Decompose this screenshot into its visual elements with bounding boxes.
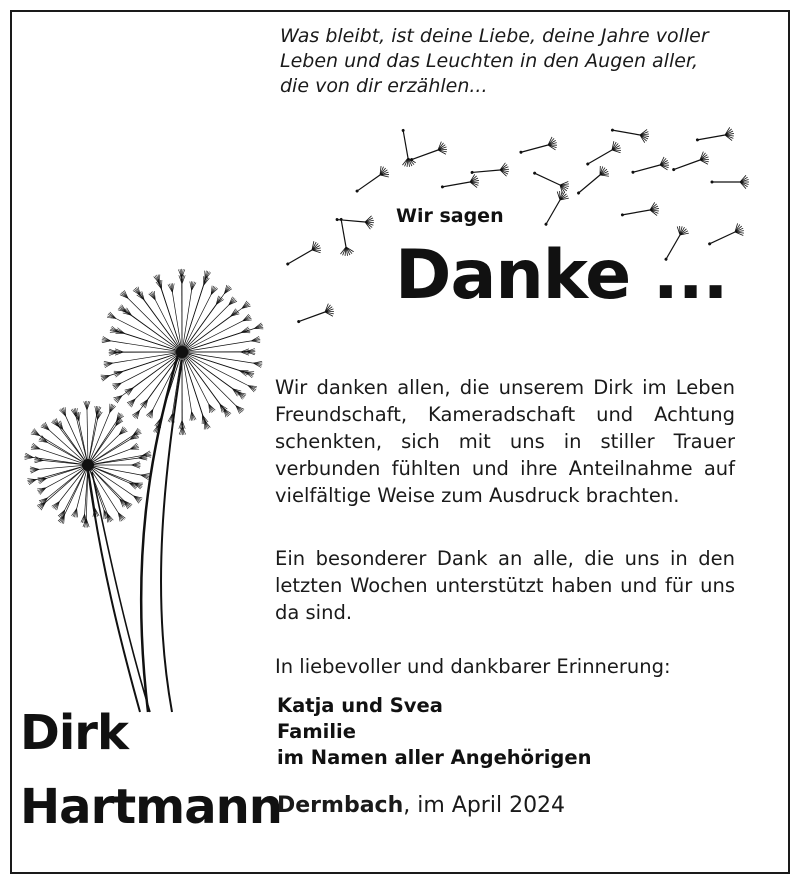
memorial-quote: Was bleibt, ist deine Liebe, deine Jahre voller Leben und das Leuchten in den Augen aller, die von dir erzählen... [280,25,709,97]
flying-seed [711,175,750,188]
flying-seed [530,166,571,194]
flying-seed [539,189,570,229]
flying-seed [583,140,623,171]
deceased-last-name: Hartmann [20,779,282,835]
signer-line: Familie [277,720,356,743]
flying-seed [610,123,650,143]
flying-seed [334,217,354,257]
heading-small: Wir sagen [396,205,504,227]
dandelion-stem [161,360,182,712]
signer-line: im Namen aller Angehörigen [277,746,592,769]
place-date-line [277,793,565,818]
place-date: , im April 2024 [403,793,566,818]
flying-seed [283,240,323,271]
flying-seed [573,164,611,199]
flying-seed [440,174,480,194]
flying-seed [630,156,671,179]
dandelion-head-large [101,269,264,435]
dandelion-head-small [24,401,151,528]
flying-seed [695,127,735,147]
flying-seed [518,136,559,159]
flying-seed [408,141,449,167]
flying-seed [620,202,660,222]
thanks-paragraph-1: Wir danken allen, die unserem Dirk im Leben Freundschaft, Kameradschaft und Achtung schenkten, sich mit uns in stiller Trauer verbunden fühlten und ihre Anteilnahme auf vielfältige Weise zum Ausdruck brachten. [275,376,735,507]
flying-seed [352,164,391,197]
closing-line: In liebevoller und dankbarer Erinnerung: [275,655,671,678]
signers-block [277,693,591,771]
deceased-first-name: Dirk [20,705,128,761]
flying-seed [396,128,416,168]
flying-seed [295,303,336,329]
heading-danke: Danke ... [395,236,728,315]
place-town: Dermbach [277,793,404,818]
thanks-paragraph-2: Ein besonderer Dank an alle, die uns in den letzten Wochen unterstützt haben und für uns da sind. [275,547,735,624]
flying-seed [670,151,711,177]
dandelion-stem [141,355,178,712]
signer-line: Katja und Svea [277,694,443,717]
